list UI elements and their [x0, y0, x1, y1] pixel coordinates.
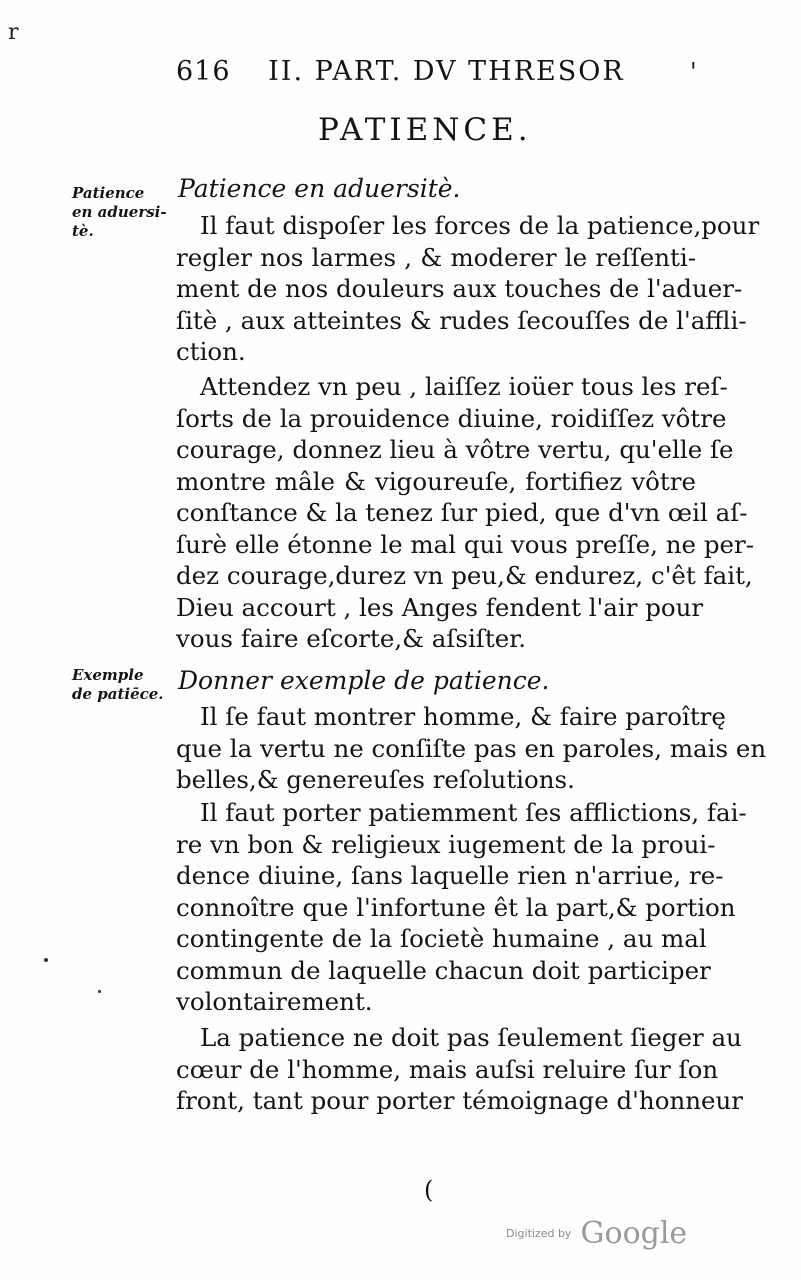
text-line: que la vertu ne conſiſte pas en paroles, mais en [176, 733, 767, 763]
text-line: re vn bon & religieux iugement de la proui- [176, 829, 716, 859]
margin-note-line: Patience [72, 184, 145, 202]
margin-note-exemple [72, 666, 172, 704]
text-line: ſorts de la prouidence diuine, roidiſſez vôtre [176, 403, 727, 433]
text-line: montre mâle & vigoureuſe, fortifiez vôtre [176, 466, 696, 496]
google-logo: Google [580, 1216, 688, 1251]
text-line: regler nos larmes , & moderer le reſſenti- [176, 242, 696, 272]
paragraph-3 [176, 701, 767, 796]
page-number: 616 [176, 56, 231, 87]
margin-note-line: tè. [72, 222, 94, 240]
margin-note-line: de patiēce. [72, 685, 164, 703]
paragraph-2 [176, 371, 754, 655]
section-title: PATIENCE. [318, 112, 532, 148]
text-line: Il faut dispoſer les forces de la patience,pour [200, 211, 760, 240]
watermark-prefix: Digitized by [506, 1227, 572, 1240]
text-line: vous faire eſcorte,& aſsiſter. [176, 624, 527, 653]
text-line: Dieu accourt , les Anges fendent l'air pour [176, 592, 704, 622]
paragraph-5 [176, 1022, 743, 1117]
margin-note-line: Exemple [72, 666, 144, 684]
margin-note-patience [72, 184, 172, 241]
running-head-mark: ' [690, 58, 698, 86]
text-line: Il faut porter patiemment ſes afflictions, fai- [200, 798, 747, 827]
text-line: dez courage,durez vn peu,& endurez, c'êt fait, [176, 561, 753, 590]
running-head [176, 56, 696, 87]
text-line: volontairement. [176, 987, 373, 1016]
text-line: courage, donnez lieu à vôtre vertu, qu'elle ſe [176, 435, 734, 464]
text-line: front, tant pour porter témoignage d'honneur [176, 1086, 743, 1115]
text-line: connoître que l'infortune êt la part,& portion [176, 892, 736, 922]
text-line: Il ſe faut montrer homme, & faire paroîtrę [200, 702, 726, 731]
paragraph-1 [176, 210, 760, 368]
heading-patience-aduersite: Patience en aduersitè. [178, 174, 461, 203]
paragraph-4 [176, 797, 747, 1018]
scan-speck [44, 958, 48, 962]
text-line: ſurè elle étonne le mal qui vous preſſe, ne per- [176, 529, 754, 559]
text-line: commun de laquelle chacun doit participer [176, 955, 711, 985]
heading-donner-exemple: Donner exemple de patience. [178, 666, 550, 695]
text-line: ction. [176, 337, 246, 366]
scan-speck [98, 990, 101, 993]
text-line: ment de nos douleurs aux touches de l'aduer- [176, 274, 743, 303]
text-line: conſtance & la tenez ſur pied, que d'vn œil aſ- [176, 498, 748, 527]
catchword: ( [424, 1176, 434, 1204]
text-line: La patience ne doit pas ſeulement ſieger au [200, 1023, 742, 1052]
text-line: ſitè , aux atteintes & rudes ſecouſſes de l'affli- [176, 305, 747, 335]
text-line: cœur de l'homme, mais auſsi reluire ſur ſon [176, 1054, 719, 1084]
corner-mark: r [8, 20, 19, 45]
digitized-watermark [506, 1216, 687, 1251]
running-title: II. PART. DV THRESOR [268, 56, 625, 87]
text-line: Attendez vn peu , laiſſez ioüer tous les reſ- [200, 372, 728, 401]
text-line: belles,& genereuſes reſolutions. [176, 765, 575, 794]
text-line: dence diuine, ſans laquelle rien n'arriue, re- [176, 861, 724, 890]
text-line: contingente de la ſocietè humaine , au mal [176, 924, 707, 953]
margin-note-line: en aduersi- [72, 203, 167, 221]
